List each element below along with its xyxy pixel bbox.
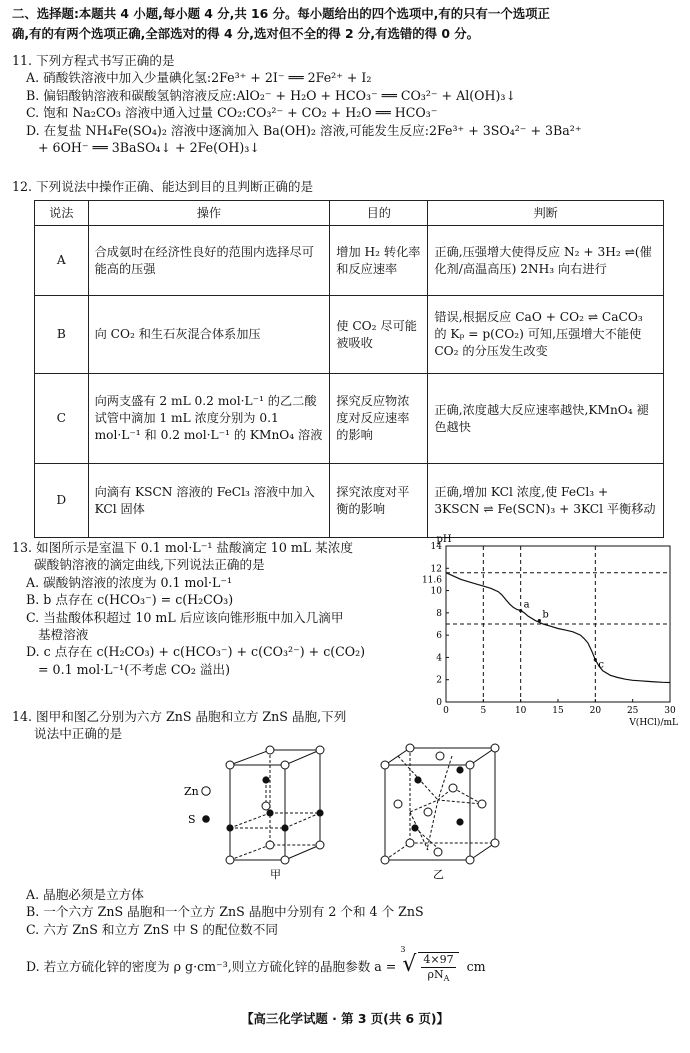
label-yi: 乙 xyxy=(433,868,444,881)
q14-stem-line2: 说法中正确的是 xyxy=(34,726,123,742)
row-operation: 合成氨时在经济性良好的范围内选择尽可能高的压强 xyxy=(88,226,330,296)
point-label-b: b xyxy=(542,609,549,621)
y-tick-label-extra: 11.6 xyxy=(421,575,442,586)
q11-option-d-line1: D. 在复盐 NH₄Fe(SO₄)₂ 溶液中逐滴加入 Ba(OH)₂ 溶液,可能发生反应:2Fe³⁺ + 3SO₄²⁻ + 3Ba²⁺ xyxy=(26,122,582,138)
zn-atom-icon xyxy=(202,787,210,795)
q11-stem: 11. 下列方程式书写正确的是 xyxy=(12,53,175,68)
question-14-options xyxy=(12,886,678,982)
point-label-c: c xyxy=(598,659,604,671)
row-judgement: 正确,增加 KCl 浓度,使 FeCl₃ + 3KSCN ⇌ Fe(SCN)₃ + 3KCl 平衡移动 xyxy=(428,464,664,538)
q11-option-d-line2: + 6OH⁻ ══ 3BaSO₄↓ + 2Fe(OH)₃↓ xyxy=(38,139,260,155)
x-tick-label: 10 xyxy=(514,706,527,716)
q13-option-a: A. 碳酸钠溶液的浓度为 0.1 mol·L⁻¹ xyxy=(26,574,233,590)
s-atom-icon xyxy=(202,815,210,823)
denominator-subscript: A xyxy=(443,974,450,984)
row-judgement: 正确,压强增大使得反应 N₂ + 3H₂ ⇌(催化剂/高温高压) 2NH₃ 向右进行 xyxy=(428,226,664,296)
y-tick-label: 10 xyxy=(430,586,442,597)
table-row xyxy=(35,374,664,464)
q12-table xyxy=(34,200,664,538)
q11-option-c: C. 饱和 Na₂CO₃ 溶液中通入过量 CO₂:CO₃²⁻ + CO₂ + H₂O ══ HCO₃⁻ xyxy=(26,105,438,121)
q14-option-d-text: D. 若立方硫化锌的密度为 ρ g·cm⁻³,则立方硫化锌的晶胞参数 a = xyxy=(26,959,397,975)
row-operation: 向 CO₂ 和生石灰混合体系加压 xyxy=(88,296,330,374)
question-13 xyxy=(12,539,432,678)
page-footer: 【高三化学试题 · 第 3 页(共 6 页)】 xyxy=(241,1011,449,1026)
y-tick-label: 14 xyxy=(430,542,442,552)
y-tick-label: 0 xyxy=(436,698,442,708)
point-a xyxy=(519,609,522,612)
row-purpose: 探究浓度对平衡的影响 xyxy=(330,464,428,538)
x-tick-label: 0 xyxy=(443,706,449,716)
legend-zn-label: Zn xyxy=(184,785,199,798)
hexagonal-atoms xyxy=(226,746,324,864)
root-index: 3 xyxy=(400,945,406,955)
y-tick-label: 4 xyxy=(436,653,442,664)
titration-curve xyxy=(446,573,670,683)
table-row xyxy=(35,464,664,538)
label-jia: 甲 xyxy=(270,868,281,881)
section-header-line2: 确,有的有两个选项正确,全部选对的得 4 分,选对但不全的得 2 分,有选错的得 0 分。 xyxy=(12,26,480,41)
point-b xyxy=(538,619,541,622)
question-11 xyxy=(12,52,678,156)
table-row xyxy=(35,226,664,296)
q12-header-judgement: 判断 xyxy=(428,201,664,226)
y-axis-label: pH xyxy=(436,534,452,545)
q11-option-b: B. 偏铝酸钠溶液和碳酸氢钠溶液反应:AlO₂⁻ + H₂O + HCO₃⁻ ══ CO₃²⁻ + Al(OH)₃↓ xyxy=(26,87,516,103)
row-judgement: 错误,根据反应 CaO + CO₂ ⇌ CaCO₃ 的 Kₚ = p(CO₂) 可知,压强增大不能使 CO₂ 的分压发生改变 xyxy=(428,296,664,374)
row-key: C xyxy=(35,374,89,464)
x-tick-label: 20 xyxy=(589,706,602,716)
row-operation: 向滴有 KSCN 溶液的 FeCl₃ 溶液中加入 KCl 固体 xyxy=(88,464,330,538)
fraction-numerator: 4×97 xyxy=(423,953,454,967)
q13-option-c-line1: C. 当盐酸体积超过 10 mL 后应该向锥形瓶中加入几滴甲 xyxy=(26,609,344,625)
titration-chart xyxy=(418,532,682,742)
q13-option-d-line1: D. c 点存在 c(H₂CO₃) + c(HCO₃⁻) + c(CO₃²⁻) + c(CO₂) xyxy=(26,644,366,660)
root-sign-icon: √ xyxy=(402,952,417,978)
q12-table-header xyxy=(35,201,664,226)
q14-option-d xyxy=(12,945,678,984)
q12-header-statement: 说法 xyxy=(35,201,89,226)
row-key: B xyxy=(35,296,89,374)
y-tick-label: 2 xyxy=(436,675,442,686)
table-row xyxy=(35,296,664,374)
row-purpose: 探究反应物浓度对反应速率的影响 xyxy=(330,374,428,464)
row-judgement: 正确,浓度越大反应速率越快,KMnO₄ 褪色越快 xyxy=(428,374,664,464)
x-tick-label: 15 xyxy=(552,706,564,716)
point-c xyxy=(594,658,597,661)
y-tick-label: 6 xyxy=(436,631,442,642)
q13-option-b: B. b 点存在 c(HCO₃⁻) = c(H₂CO₃) xyxy=(26,592,234,608)
question-12-stem: 12. 下列说法中操作正确、能达到目的且判断正确的是 xyxy=(12,179,314,194)
q14-option-b: B. 一个六方 ZnS 晶胞和一个立方 ZnS 晶胞中分别有 2 个和 4 个 ZnS xyxy=(26,904,424,920)
section-header-line1: 二、选择题:本题共 4 小题,每小题 4 分,共 16 分。每小题给出的四个选项中,有的只有一个选项正 xyxy=(12,6,550,21)
section-header xyxy=(12,4,678,44)
q13-stem-line2: 碳酸钠溶液的滴定曲线,下列说法正确的是 xyxy=(34,557,265,573)
crystal-figure xyxy=(170,740,510,882)
cubic-atoms xyxy=(381,744,499,864)
q11-option-a: A. 硝酸铁溶液中加入少量碘化氢:2Fe³⁺ + 2I⁻ ══ 2Fe²⁺ + I₂ xyxy=(26,70,372,86)
q14-option-d-unit: cm xyxy=(466,959,486,975)
point-label-a: a xyxy=(523,599,530,611)
x-tick-label: 30 xyxy=(664,706,676,716)
fraction-denominator xyxy=(428,968,450,982)
cube-root-formula xyxy=(400,945,458,984)
q13-option-c-line2: 基橙溶液 xyxy=(38,626,89,642)
q13-stem-line1: 13. 如图所示是室温下 0.1 mol·L⁻¹ 盐酸滴定 10 mL 某浓度 xyxy=(12,540,353,555)
q14-option-a: A. 晶胞必须是立方体 xyxy=(26,887,144,902)
hexagonal-cell xyxy=(230,750,320,860)
q14-stem-line1: 14. 图甲和图乙分别为六方 ZnS 晶胞和立方 ZnS 晶胞,下列 xyxy=(12,709,347,724)
legend-s-label: S xyxy=(188,813,196,826)
fraction xyxy=(418,952,458,982)
q12-header-purpose: 目的 xyxy=(330,201,428,226)
q13-option-d-line2: = 0.1 mol·L⁻¹(不考虑 CO₂ 溢出) xyxy=(38,661,231,677)
denominator-text: ρN xyxy=(427,968,444,982)
q12-header-operation: 操作 xyxy=(88,201,330,226)
row-purpose: 使 CO₂ 尽可能被吸收 xyxy=(330,296,428,374)
q14-option-c: C. 六方 ZnS 和立方 ZnS 中 S 的配位数不同 xyxy=(26,921,278,937)
row-purpose: 增加 H₂ 转化率和反应速率 xyxy=(330,226,428,296)
y-tick-label: 8 xyxy=(436,608,442,619)
row-key: A xyxy=(35,226,89,296)
y-tick-label: 12 xyxy=(430,564,442,575)
x-tick-label: 5 xyxy=(480,706,487,716)
x-axis-label: V(HCl)/mL xyxy=(629,718,678,728)
row-operation: 向两支盛有 2 mL 0.2 mol·L⁻¹ 的乙二酸试管中滴加 1 mL 浓度分别为 0.1 mol·L⁻¹ 和 0.2 mol·L⁻¹ 的 KMnO₄ 溶液 xyxy=(88,374,330,464)
row-key: D xyxy=(35,464,89,538)
question-14-stem xyxy=(12,708,432,743)
x-tick-label: 25 xyxy=(626,706,639,716)
